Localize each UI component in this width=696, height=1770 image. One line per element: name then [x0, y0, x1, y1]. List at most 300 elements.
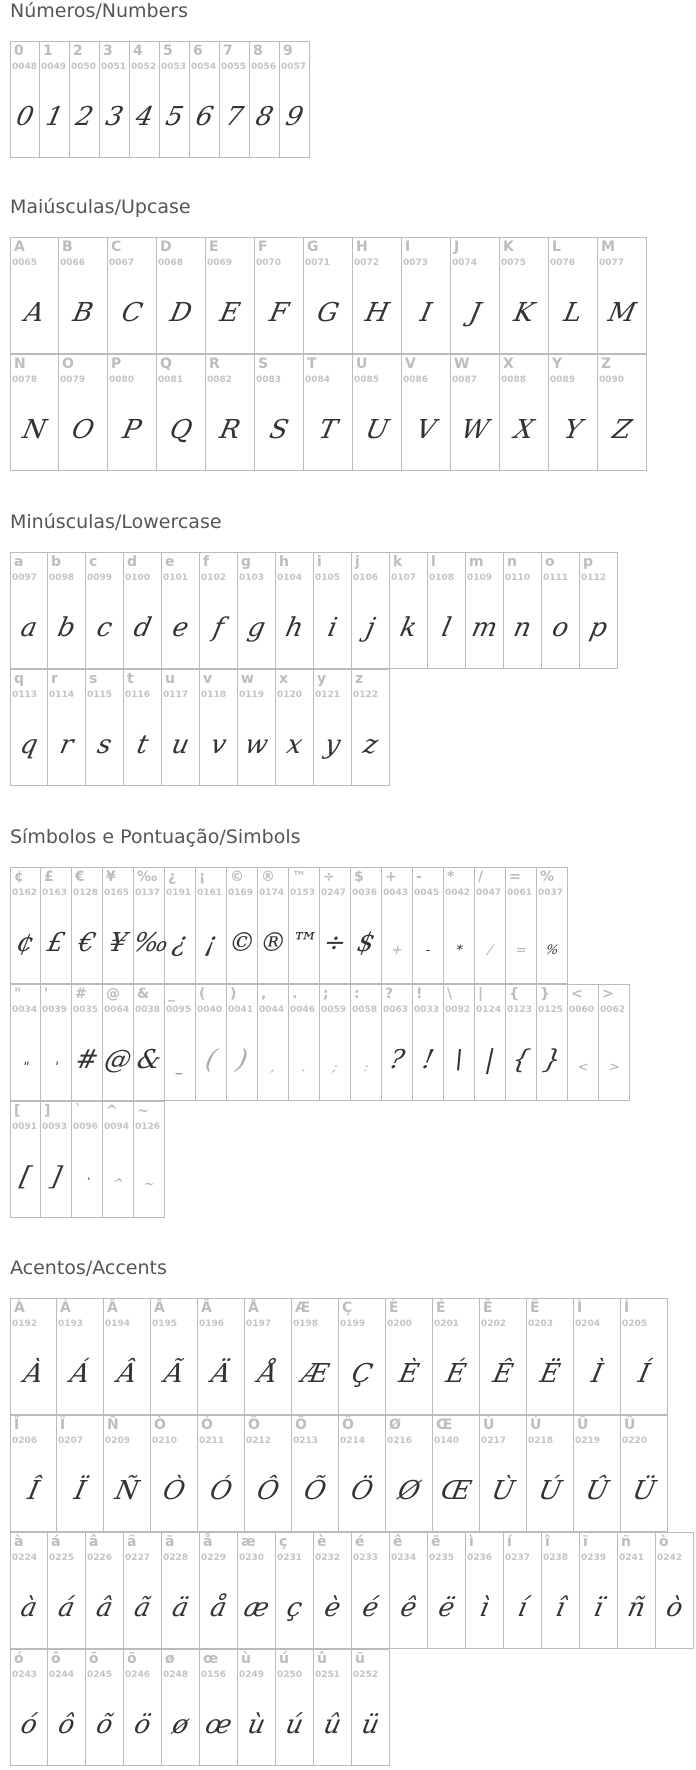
glyph-sample: `	[82, 1177, 92, 1192]
glyph-cell	[238, 1532, 276, 1649]
glyph-grid-row	[10, 669, 390, 786]
glyph-code-label: 0085	[354, 375, 380, 385]
glyph-code-label: 0121	[315, 690, 341, 700]
glyph-cell	[304, 354, 353, 471]
glyph-sample: ;	[331, 1060, 339, 1075]
glyph-code-label: 0123	[507, 1005, 533, 1015]
glyph-sample: J	[466, 298, 484, 328]
glyph-sample: E	[217, 298, 243, 328]
glyph-character-label: /	[478, 869, 484, 885]
glyph-cell	[444, 984, 475, 1101]
glyph-cell	[41, 984, 72, 1101]
glyph-code-label: 0061	[507, 888, 533, 898]
glyph-character-label: S	[258, 356, 269, 372]
glyph-cell	[72, 1101, 103, 1218]
glyph-cell	[504, 1532, 542, 1649]
glyph-code-label: 0251	[315, 1670, 341, 1680]
glyph-cell	[41, 867, 72, 984]
glyph-character-label: 4	[133, 43, 143, 59]
glyph-code-label: 0202	[481, 1319, 507, 1329]
glyph-sample: Õ	[301, 1476, 329, 1506]
glyph-character-label: à	[14, 1534, 24, 1550]
glyph-code-label: 0235	[429, 1553, 455, 1563]
glyph-sample: A	[21, 298, 48, 328]
glyph-code-label: 0047	[476, 888, 502, 898]
glyph-code-label: 0069	[207, 258, 233, 268]
glyph-character-label: î	[545, 1534, 550, 1550]
glyph-code-label: 0115	[87, 690, 113, 700]
glyph-cell	[537, 867, 568, 984]
glyph-sample: W	[458, 415, 492, 445]
glyph-sample: u	[168, 730, 193, 760]
glyph-character-label: m	[469, 554, 484, 570]
glyph-sample: X	[511, 415, 537, 445]
glyph-sample: Ó	[207, 1476, 235, 1506]
glyph-cell	[41, 1101, 72, 1218]
glyph-cell	[220, 41, 250, 158]
glyph-code-label: 0193	[58, 1319, 84, 1329]
glyph-character-label: y	[317, 671, 327, 687]
glyph-code-label: 0099	[87, 573, 113, 583]
glyph-sample: <	[576, 1060, 591, 1075]
glyph-sample: Ç	[348, 1359, 376, 1389]
glyph-grid-row	[10, 237, 647, 354]
glyph-cell	[255, 354, 304, 471]
glyph-code-label: 0226	[87, 1553, 113, 1563]
glyph-sample: Æ	[298, 1359, 332, 1389]
glyph-code-label: 0089	[550, 375, 576, 385]
glyph-code-label: 0036	[352, 888, 378, 898]
glyph-sample: ø	[169, 1710, 192, 1740]
glyph-sample: ó	[17, 1710, 41, 1740]
glyph-code-label: 0191	[166, 888, 192, 898]
glyph-character-label: R	[209, 356, 220, 372]
glyph-character-label: O	[62, 356, 74, 372]
glyph-code-label: 0220	[622, 1436, 648, 1446]
glyph-code-label: 0169	[228, 888, 254, 898]
glyph-cell	[258, 867, 289, 984]
glyph-character-label: Q	[160, 356, 172, 372]
glyph-cell	[314, 1649, 352, 1766]
glyph-code-label: 0053	[161, 62, 187, 72]
glyph-cell	[542, 552, 580, 669]
glyph-character-label: -	[416, 869, 422, 885]
glyph-cell	[390, 1532, 428, 1649]
glyph-character-label: o	[545, 554, 555, 570]
glyph-cell	[10, 867, 41, 984]
glyph-cell	[10, 669, 48, 786]
glyph-character-label: Â	[107, 1300, 118, 1316]
glyph-code-label: 0093	[42, 1122, 68, 1132]
glyph-code-label: 0098	[49, 573, 75, 583]
glyph-cell	[48, 552, 86, 669]
glyph-code-label: 0042	[445, 888, 471, 898]
glyph-sample: Í	[635, 1359, 653, 1389]
glyph-cell	[86, 1532, 124, 1649]
glyph-character-label: ,	[261, 986, 267, 1002]
glyph-character-label: u	[165, 671, 175, 687]
glyph-code-label: 0161	[197, 888, 223, 898]
glyph-code-label: 0059	[321, 1005, 347, 1015]
glyph-character-label: Ì	[577, 1300, 583, 1316]
glyph-character-label: Z	[601, 356, 612, 372]
glyph-character-label: Ä	[201, 1300, 212, 1316]
glyph-cell	[428, 552, 466, 669]
glyph-character-label: ñ	[621, 1534, 631, 1550]
glyph-character-label: ì	[469, 1534, 474, 1550]
glyph-character-label: &	[137, 986, 150, 1002]
glyph-code-label: 0233	[353, 1553, 379, 1563]
glyph-character-label: õ	[89, 1651, 99, 1667]
glyph-character-label: T	[307, 356, 317, 372]
glyph-character-label: K	[503, 239, 514, 255]
glyph-cell	[200, 669, 238, 786]
glyph-character-label: #	[75, 986, 87, 1002]
glyph-code-label: 0241	[619, 1553, 645, 1563]
glyph-cell	[206, 237, 255, 354]
glyph-sample: &	[134, 1045, 164, 1075]
glyph-character-label: "	[14, 986, 22, 1002]
glyph-character-label: U	[356, 356, 368, 372]
glyph-character-label: Ü	[624, 1417, 636, 1433]
glyph-cell	[48, 669, 86, 786]
glyph-sample: ™	[287, 928, 321, 958]
glyph-code-label: 0034	[12, 1005, 38, 1015]
glyph-sample: }	[540, 1045, 564, 1075]
glyph-cell	[10, 1649, 48, 1766]
glyph-code-label: 0204	[575, 1319, 601, 1329]
glyph-sample: y	[321, 730, 344, 760]
glyph-cell	[134, 984, 165, 1101]
glyph-character-label: ™	[292, 869, 306, 885]
glyph-character-label: *	[447, 869, 455, 885]
glyph-cell	[59, 237, 108, 354]
glyph-cell	[86, 1649, 124, 1766]
glyph-character-label: ë	[431, 1534, 441, 1550]
glyph-sample: !	[419, 1045, 437, 1075]
glyph-grid-row	[10, 552, 618, 669]
glyph-code-label: 0116	[125, 690, 151, 700]
glyph-sample: *	[454, 943, 464, 958]
glyph-character-label: ¿	[168, 869, 177, 885]
glyph-character-label: i	[317, 554, 322, 570]
glyph-code-label: 0156	[201, 1670, 227, 1680]
glyph-sample: á	[55, 1593, 78, 1623]
glyph-character-label: 9	[283, 43, 293, 59]
glyph-cell	[165, 984, 196, 1101]
glyph-cell	[10, 1415, 57, 1532]
glyph-character-label: J	[454, 239, 460, 255]
glyph-sample: n	[510, 613, 535, 643]
glyph-character-label: É	[436, 1300, 446, 1316]
glyph-sample: ‰	[130, 928, 173, 958]
glyph-cell	[10, 1101, 41, 1218]
glyph-code-label: 0244	[49, 1670, 75, 1680]
glyph-cell	[568, 984, 599, 1101]
glyph-code-label: 0060	[569, 1005, 595, 1015]
glyph-code-label: 0037	[538, 888, 564, 898]
glyph-sample: È	[396, 1359, 422, 1389]
glyph-cell	[289, 984, 320, 1101]
glyph-character-label: @	[106, 986, 120, 1002]
glyph-code-label: 0054	[191, 62, 217, 72]
glyph-character-label: ï	[583, 1534, 588, 1550]
glyph-sample: 7	[223, 102, 246, 132]
glyph-code-label: 0073	[403, 258, 429, 268]
glyph-sample: F	[266, 298, 292, 328]
glyph-code-label: 0082	[207, 375, 233, 385]
glyph-character-label: ö	[127, 1651, 137, 1667]
glyph-character-label: Õ	[295, 1417, 307, 1433]
glyph-sample: s	[94, 730, 115, 760]
glyph-cell	[162, 1532, 200, 1649]
glyph-code-label: 0078	[12, 375, 38, 385]
glyph-code-label: 0109	[467, 573, 493, 583]
glyph-code-label: 0075	[501, 258, 527, 268]
glyph-character-label: V	[405, 356, 416, 372]
glyph-character-label: c	[89, 554, 98, 570]
glyph-sample: ò	[663, 1593, 686, 1623]
glyph-sample: l	[439, 613, 454, 643]
glyph-code-label: 0113	[12, 690, 38, 700]
glyph-code-label: 0198	[293, 1319, 319, 1329]
glyph-code-label: 0174	[259, 888, 285, 898]
glyph-cell	[598, 237, 647, 354]
glyph-sample: ñ	[624, 1593, 649, 1623]
glyph-sample: Ñ	[112, 1476, 142, 1506]
glyph-sample: $	[354, 928, 378, 958]
glyph-cell	[292, 1415, 339, 1532]
glyph-code-label: 0237	[505, 1553, 531, 1563]
glyph-cell	[500, 237, 549, 354]
glyph-cell	[104, 1415, 151, 1532]
glyph-cell	[506, 984, 537, 1101]
glyph-character-label: %	[540, 869, 555, 885]
glyph-cell	[198, 1298, 245, 1415]
glyph-sample: Ú	[535, 1476, 565, 1506]
glyph-character-label: p	[583, 554, 594, 570]
glyph-cell	[402, 237, 451, 354]
glyph-character-label: [	[14, 1103, 21, 1119]
glyph-code-label: 0119	[239, 690, 265, 700]
glyph-character-label: ü	[355, 1651, 365, 1667]
glyph-code-label: 0219	[575, 1436, 601, 1446]
glyph-character-label: F	[258, 239, 268, 255]
glyph-sample: #	[72, 1045, 102, 1075]
glyph-code-label: 0205	[622, 1319, 648, 1329]
glyph-sample: Ã	[161, 1359, 187, 1389]
glyph-sample: ë	[435, 1593, 458, 1623]
glyph-character-label: z	[355, 671, 364, 687]
glyph-cell	[280, 41, 310, 158]
glyph-cell	[104, 1298, 151, 1415]
glyph-character-label: $	[354, 869, 364, 885]
glyph-sample: À	[20, 1359, 47, 1389]
glyph-cell	[382, 984, 413, 1101]
glyph-character-label: è	[317, 1534, 327, 1550]
glyph-code-label: 0238	[543, 1553, 569, 1563]
glyph-character-label: 3	[103, 43, 113, 59]
glyph-character-label: ®	[261, 869, 275, 885]
glyph-cell	[599, 984, 630, 1101]
glyph-cell	[549, 237, 598, 354]
glyph-character-label: €	[75, 869, 85, 885]
glyph-code-label: 0056	[251, 62, 277, 72]
glyph-sample: É	[443, 1359, 469, 1389]
glyph-character-label: Ú	[530, 1417, 542, 1433]
glyph-cell	[353, 237, 402, 354]
glyph-character-label: ÷	[323, 869, 335, 885]
glyph-sample: ô	[55, 1710, 78, 1740]
glyph-cell	[255, 237, 304, 354]
glyph-cell	[86, 669, 124, 786]
glyph-code-label: 0046	[290, 1005, 316, 1015]
glyph-cell	[466, 1532, 504, 1649]
glyph-cell	[276, 552, 314, 669]
glyph-cell	[238, 552, 276, 669]
glyph-cell	[413, 984, 444, 1101]
glyph-character-label: v	[203, 671, 213, 687]
glyph-character-label: ;	[323, 986, 329, 1002]
glyph-character-label: :	[354, 986, 360, 1002]
glyph-character-label: æ	[241, 1534, 256, 1550]
glyph-cell	[157, 237, 206, 354]
glyph-sample: 6	[193, 102, 216, 132]
glyph-character-label: ù	[241, 1651, 251, 1667]
glyph-sample: Ù	[488, 1476, 518, 1506]
glyph-code-label: 0246	[125, 1670, 151, 1680]
glyph-cell	[656, 1532, 694, 1649]
glyph-code-label: 0232	[315, 1553, 341, 1563]
glyph-character-label: a	[14, 554, 24, 570]
glyph-code-label: 0063	[383, 1005, 409, 1015]
glyph-sample: O	[69, 415, 97, 445]
glyph-character-label: Ô	[248, 1417, 260, 1433]
glyph-cell	[200, 1649, 238, 1766]
glyph-character-label: Ó	[201, 1417, 213, 1433]
glyph-cell	[466, 552, 504, 669]
glyph-sample: Y	[561, 415, 585, 445]
glyph-code-label: 0122	[353, 690, 379, 700]
glyph-code-label: 0206	[12, 1436, 38, 1446]
glyph-sample: ö	[131, 1710, 154, 1740]
glyph-cell	[382, 867, 413, 984]
glyph-code-label: 0076	[550, 258, 576, 268]
glyph-character-label: ?	[385, 986, 394, 1002]
glyph-code-label: 0196	[199, 1319, 225, 1329]
glyph-cell	[10, 1532, 48, 1649]
glyph-sample: "	[21, 1060, 31, 1075]
glyph-sample: %	[544, 943, 560, 958]
glyph-sample: I	[417, 298, 435, 328]
glyph-sample: ú	[282, 1710, 307, 1740]
glyph-code-label: 0228	[163, 1553, 189, 1563]
glyph-sample: ®	[256, 928, 290, 958]
glyph-character-label: ¡	[199, 869, 206, 885]
glyph-sample: B	[70, 298, 96, 328]
glyph-code-label: 0039	[42, 1005, 68, 1015]
glyph-code-label: 0162	[12, 888, 38, 898]
glyph-sample: Œ	[438, 1476, 474, 1506]
glyph-character-label: f	[203, 554, 210, 570]
glyph-character-label: +	[385, 869, 397, 885]
glyph-character-label: Ò	[154, 1417, 166, 1433]
glyph-cell	[621, 1415, 668, 1532]
glyph-character-label: A	[14, 239, 25, 255]
glyph-character-label: 8	[253, 43, 263, 59]
glyph-sample: :	[362, 1060, 370, 1075]
glyph-cell	[103, 1101, 134, 1218]
glyph-cell	[162, 669, 200, 786]
glyph-code-label: 0064	[104, 1005, 130, 1015]
glyph-sample: Ì	[588, 1359, 606, 1389]
glyph-cell	[386, 1415, 433, 1532]
glyph-code-label: 0199	[340, 1319, 366, 1329]
glyph-sample: 9	[283, 102, 306, 132]
glyph-code-label: 0070	[256, 258, 282, 268]
glyph-cell	[574, 1298, 621, 1415]
glyph-character-label: œ	[203, 1651, 219, 1667]
glyph-sample: k	[397, 613, 420, 643]
glyph-character-label: X	[503, 356, 514, 372]
glyph-cell	[339, 1298, 386, 1415]
glyph-cell	[196, 984, 227, 1101]
glyph-sample: Â	[114, 1359, 140, 1389]
glyph-code-label: 0074	[452, 258, 478, 268]
glyph-code-label: 0214	[340, 1436, 366, 1446]
glyph-cell	[130, 867, 173, 984]
glyph-sample: S	[266, 415, 292, 445]
glyph-sample: õ	[93, 1710, 116, 1740]
glyph-code-label: 0234	[391, 1553, 417, 1563]
glyph-code-label: 0200	[387, 1319, 413, 1329]
glyph-character-label: \	[447, 986, 453, 1002]
glyph-cell	[320, 984, 351, 1101]
glyph-cell	[353, 354, 402, 471]
glyph-sample: +	[390, 943, 405, 958]
glyph-character-label: ú	[279, 1651, 289, 1667]
glyph-sample: Å	[255, 1359, 281, 1389]
glyph-code-label: 0243	[12, 1670, 38, 1680]
glyph-sample: œ	[202, 1710, 235, 1740]
glyph-character-label: Á	[60, 1300, 71, 1316]
glyph-sample: ?	[386, 1045, 408, 1075]
glyph-code-label: 0038	[135, 1005, 161, 1015]
glyph-sample: '	[52, 1060, 60, 1075]
glyph-cell	[206, 354, 255, 471]
glyph-code-label: 0163	[42, 888, 68, 898]
glyph-character-label: D	[160, 239, 172, 255]
glyph-cell	[238, 1649, 276, 1766]
glyph-code-label: 0035	[73, 1005, 99, 1015]
glyph-cell	[500, 354, 549, 471]
glyph-sample: Î	[25, 1476, 42, 1506]
glyph-sample: K	[511, 298, 537, 328]
glyph-sample: 3	[103, 102, 126, 132]
section-title: Símbolos e Pontuação/Simbols	[10, 826, 301, 848]
glyph-sample: £	[44, 928, 68, 958]
glyph-sample: Ò	[160, 1476, 188, 1506]
glyph-cell	[190, 41, 220, 158]
glyph-sample: \	[451, 1045, 467, 1075]
glyph-cell	[580, 552, 618, 669]
glyph-cell	[162, 552, 200, 669]
glyph-sample: P	[120, 415, 144, 445]
glyph-character-label: Ö	[342, 1417, 354, 1433]
glyph-code-label: 0231	[277, 1553, 303, 1563]
section-title: Números/Numbers	[10, 0, 188, 22]
glyph-code-label: 0096	[73, 1122, 99, 1132]
